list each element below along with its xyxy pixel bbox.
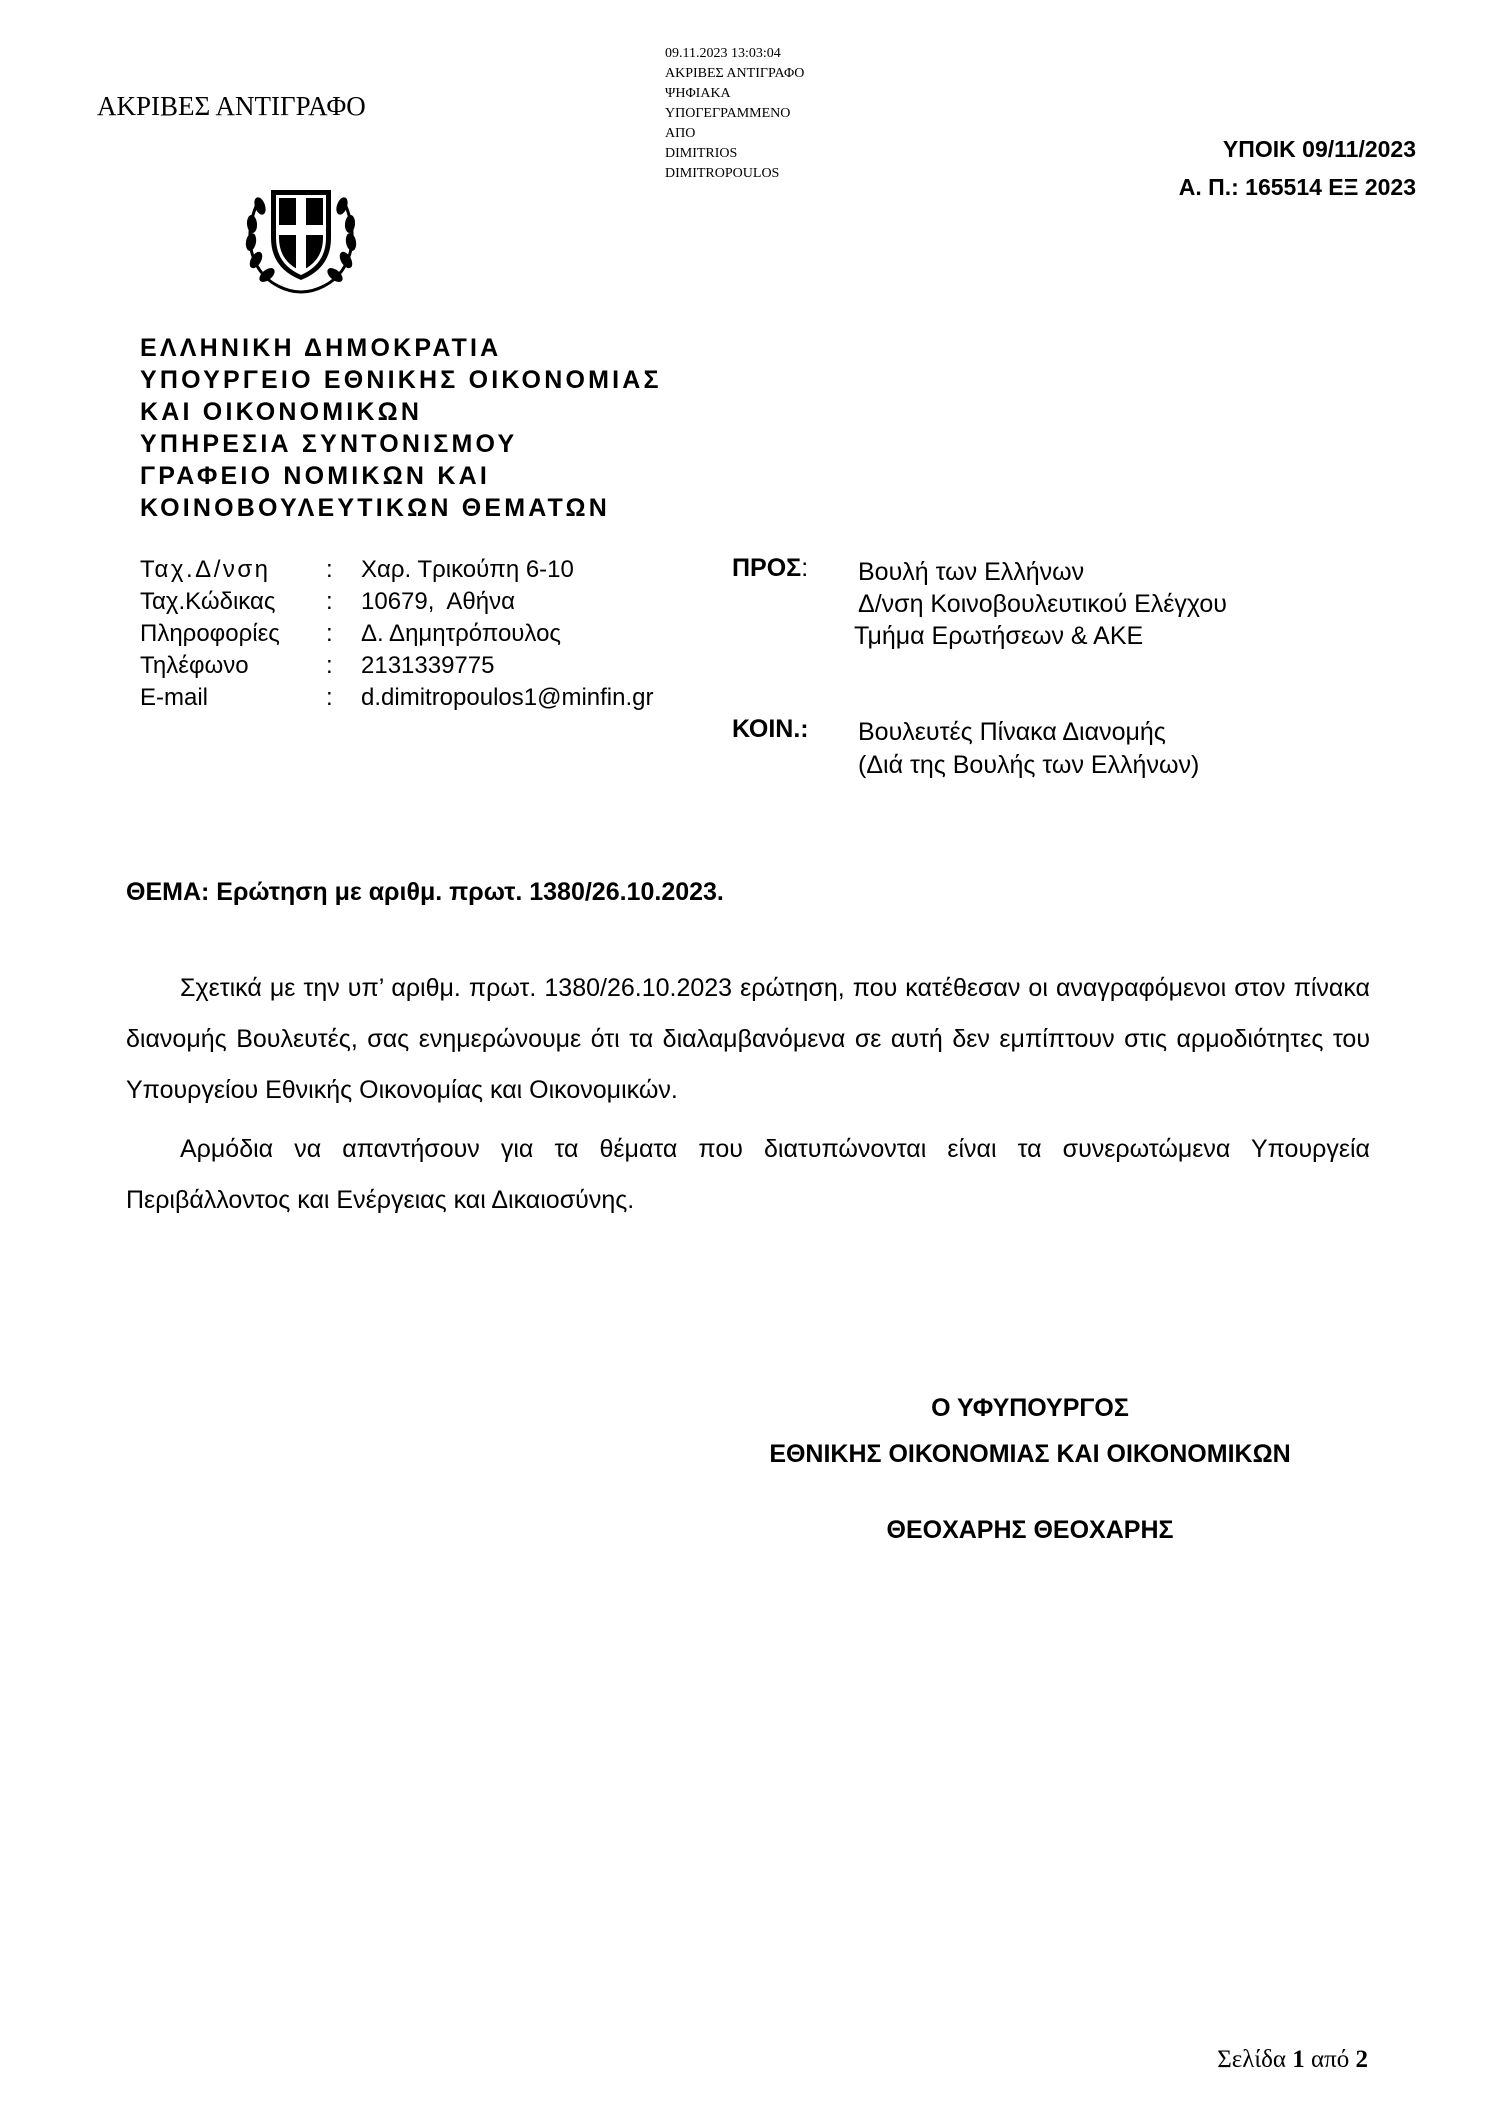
header-line: ΓΡΑΦΕΙΟ ΝΟΜΙΚΩΝ ΚΑΙ [140, 462, 490, 490]
header-line: ΕΛΛΗΝΙΚΗ ΔΗΜΟΚΡΑΤΙΑ [140, 334, 502, 362]
recipient-label [732, 554, 808, 583]
header-line: ΥΠΗΡΕΣΙΑ ΣΥΝΤΟΝΙΣΜΟΥ [140, 430, 518, 458]
digital-signature-stamp [665, 44, 804, 184]
contact-label: E-mail [140, 684, 209, 711]
contact-row-info [140, 618, 654, 650]
recipient-line: Δ/νση Κοινοβουλευτικού Ελέγχου [858, 590, 1227, 618]
contact-separator: : [326, 684, 333, 711]
page-word: Σελίδα [1217, 2046, 1287, 2073]
doc-ref-protocol: Α. Π.: 165514 ΕΞ 2023 [1178, 174, 1416, 200]
contact-separator: : [326, 588, 333, 615]
document-reference [1179, 130, 1416, 206]
stamp-line: ΑΚΡΙΒΕΣ ΑΝΤΙΓΡΑΦΟ [665, 66, 805, 81]
recipient-block [854, 556, 1227, 652]
of-word: από [1311, 2046, 1350, 2073]
recipient-label-colon: : [801, 554, 809, 582]
cc-line: Βουλευτές Πίνακα Διανομής [858, 718, 1166, 746]
contact-row-phone [140, 650, 654, 682]
current-page: 1 [1292, 2046, 1305, 2073]
body-paragraph-text: Αρμόδια να απαντήσουν για τα θέματα που διατυπώνονται είναι τα συνερωτώμενα Υπουργεία Περιβάλλοντος και Ενέργειας και Δικαιοσύνης. [126, 1135, 1370, 1214]
cc-block [858, 716, 1199, 782]
contact-row-postcode [140, 586, 654, 618]
contact-email: d.dimitropoulos1@minfin.gr [361, 684, 654, 711]
header-line: ΥΠΟΥΡΓΕΙΟ ΕΘΝΙΚΗΣ ΟΙΚΟΝΟΜΙΑΣ [140, 366, 662, 394]
contact-separator: : [326, 620, 333, 647]
contact-row-address [140, 554, 654, 586]
stamp-line: ΥΠΟΓΕΓΡΑΜΜΕΝΟ [665, 106, 791, 121]
recipient-line: Βουλή των Ελλήνων [858, 558, 1085, 586]
contact-value: Χαρ. Τρικούπη 6-10 [361, 556, 574, 583]
body-paragraph [126, 1124, 1370, 1226]
recipient-line: Τμήμα Ερωτήσεων & ΑΚΕ [854, 622, 1144, 650]
recipient-label-text: ΠΡΟΣ [732, 554, 802, 582]
subject-line: ΘΕΜΑ: Ερώτηση με αριθμ. πρωτ. 1380/26.10.2023. [126, 878, 724, 906]
doc-ref-date: ΥΠΟΙΚ 09/11/2023 [1222, 136, 1416, 162]
contact-label: Ταχ.Δ/νση [140, 556, 271, 583]
coat-of-arms-icon [238, 176, 364, 298]
body-paragraph [126, 963, 1370, 1116]
stamp-line: ΨΗΦΙΑΚΑ [665, 86, 731, 101]
signatory-ministry: ΕΘΝΙΚΗΣ ΟΙΚΟΝΟΜΙΑΣ ΚΑΙ ΟΙΚΟΝΟΜΙΚΩΝ [769, 1440, 1291, 1468]
contact-value: 10679, Αθήνα [361, 588, 515, 615]
contact-label: Πληροφορίες [140, 620, 280, 647]
contact-separator: : [326, 652, 333, 679]
copy-label: ΑΚΡΙΒΕΣ ΑΝΤΙΓΡΑΦΟ [97, 91, 366, 121]
total-pages: 2 [1355, 2046, 1368, 2073]
cc-label: ΚΟΙΝ.: [732, 715, 809, 743]
contact-separator: : [326, 556, 333, 583]
signatory-block [730, 1385, 1330, 1553]
signatory-name: ΘΕΟΧΑΡΗΣ ΘΕΟΧΑΡΗΣ [886, 1516, 1174, 1544]
header-line: ΚΟΙΝΟΒΟΥΛΕΥΤΙΚΩΝ ΘΕΜΑΤΩΝ [140, 494, 610, 522]
stamp-line: DIMITRIOS [665, 146, 738, 161]
contact-label: Ταχ.Κώδικας [140, 588, 276, 615]
contact-value: 2131339775 [361, 652, 495, 679]
header-line: ΚΑΙ ΟΙΚΟΝΟΜΙΚΩΝ [140, 398, 423, 426]
stamp-line: DIMITROPOULOS [665, 166, 780, 181]
body-paragraph-text: Σχετικά με την υπ’ αριθμ. πρωτ. 1380/26.10.2023 ερώτηση, που κατέθεσαν οι αναγραφόμενοι στον πίνακα διανομής Βουλευτές, σας ενημερώνουμε ότι τα διαλαμβανόμενα σε αυτή δεν εμπίπτουν στις αρμοδιότητες του Υπουργείου Εθνικής Οικονομίας και Οικονομικών. [126, 974, 1370, 1104]
signatory-title: Ο ΥΦΥΠΟΥΡΓΟΣ [931, 1394, 1129, 1422]
contact-details [140, 554, 654, 714]
contact-label: Τηλέφωνο [140, 652, 249, 679]
contact-row-email [140, 682, 654, 714]
stamp-line: 09.11.2023 13:03:04 [665, 46, 781, 61]
stamp-line: ΑΠΟ [665, 126, 696, 141]
contact-value: Δ. Δημητρόπουλος [361, 620, 561, 647]
issuing-authority-header [140, 332, 662, 524]
cc-line: (Διά της Βουλής των Ελλήνων) [858, 751, 1200, 779]
page-number [1217, 2046, 1368, 2074]
